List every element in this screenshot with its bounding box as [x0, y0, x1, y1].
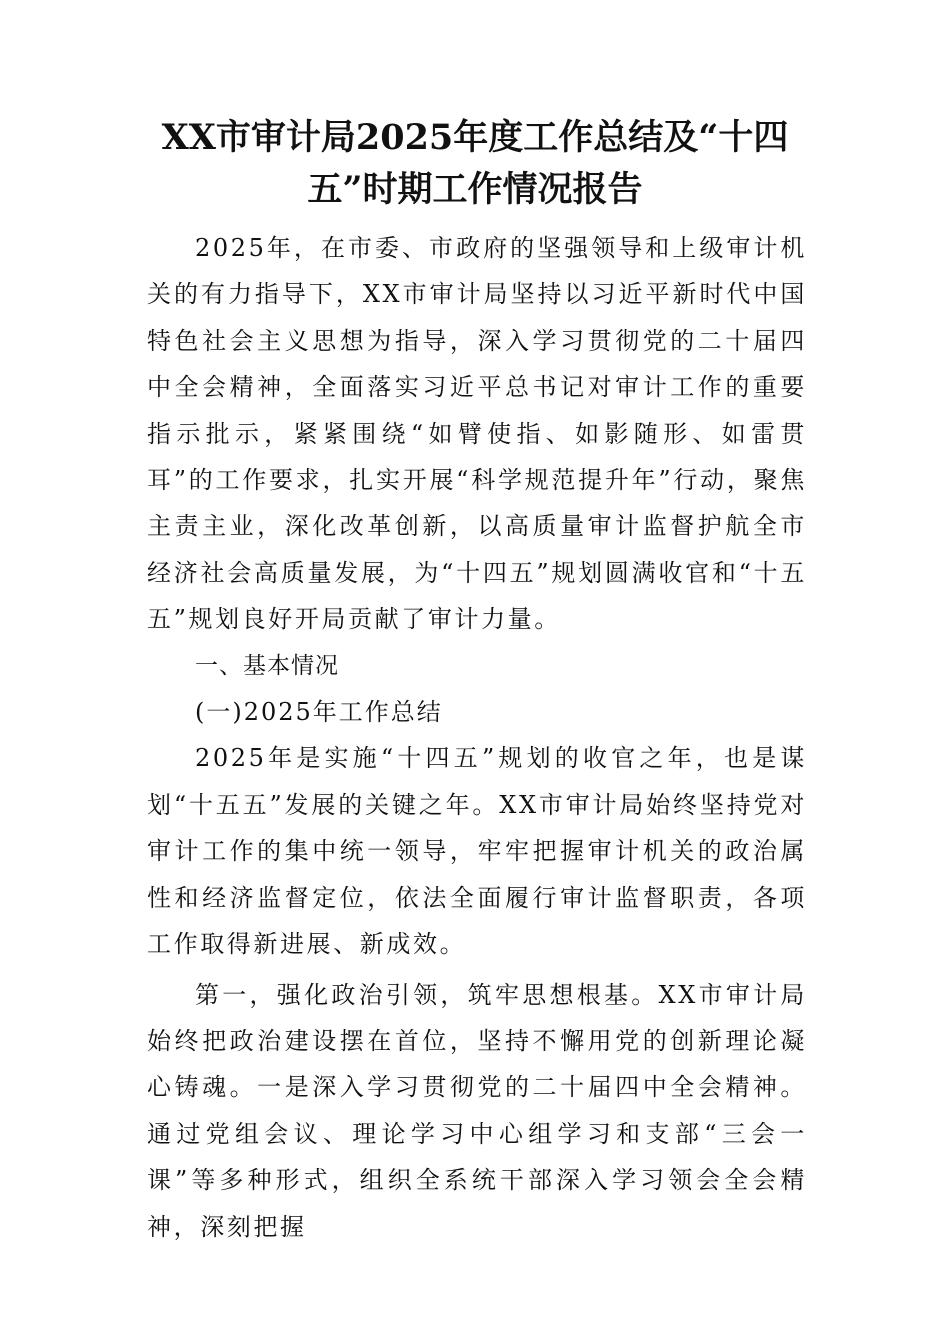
first-point-paragraph: 第一，强化政治引领，筑牢思想根基。XX市审计局始终把政治建设摆在首位，坚持不懈用党的创新理论凝心铸魂。一是深入学习贯彻党的二十届四中全会精神。通过党组会议、理论学习中心组学习和支部“三会一课”等多种形式，组织全系统干部深入学习领会全会精神，深刻把握: [147, 980, 807, 1241]
document-body: [147, 225, 807, 1250]
intro-paragraph: 2025年，在市委、市政府的坚强领导和上级审计机关的有力指导下，XX市审计局坚持以习近平新时代中国特色社会主义思想为指导，深入学习贯彻党的二十届四中全会精神，全面落实习近平总书记对审计工作的重要指示批示，紧紧围绕“如臂使指、如影随形、如雷贯耳”的工作要求，扎实开展“科学规范提升年”行动，聚焦主责主业，深化改革创新，以高质量审计监督护航全市经济社会高质量发展，为“十四五”规划圆满收官和“十五五”规划良好开局贡献了审计力量。: [147, 234, 807, 634]
document-title: XX市审计局2025年度工作总结及“十四五”时期工作情况报告: [161, 117, 789, 210]
section-heading-basic-situation: 一、基本情况: [195, 652, 339, 679]
summary-paragraph: 2025年是实施“十四五”规划的收官之年，也是谋划“十五五”发展的关键之年。XX市审计局始终坚持党对审计工作的集中统一领导，牢牢把握审计机关的政治属性和经济监督定位，依法全面履行审计监督职责，各项工作取得新进展、新成效。: [147, 744, 807, 959]
subsection-heading-2025-summary: (一)2025年工作总结: [195, 698, 443, 727]
